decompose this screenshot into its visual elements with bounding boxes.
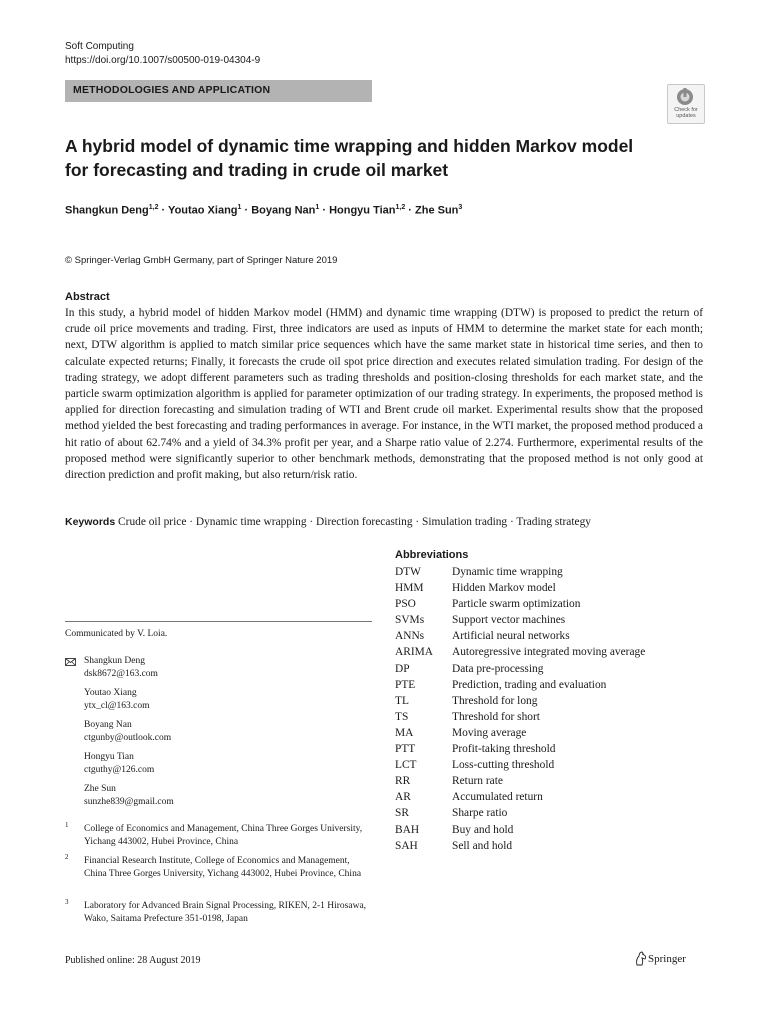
copyright-notice: © Springer-Verlag GmbH Germany, part of Springer Nature 2019: [65, 255, 338, 266]
abbreviation-row: [395, 757, 645, 773]
abbreviation-term: HMM: [395, 582, 424, 595]
contact-email[interactable]: dsk8672@163.com: [84, 669, 158, 679]
paper-title-line: for forecasting and trading in crude oil market: [65, 160, 449, 180]
abbreviation-definition: Data pre-processing: [452, 662, 544, 675]
abbreviation-row: [395, 644, 645, 660]
contact-email[interactable]: ytx_cl@163.com: [84, 701, 150, 711]
journal-name: Soft Computing: [65, 41, 134, 52]
abbreviation-definition: Accumulated return: [452, 791, 543, 804]
author-separator: ·: [405, 204, 416, 217]
affiliation-text: Laboratory for Advanced Brain Signal Processing, RIKEN, 2-1 Hirosawa, Wako, Saitama Prefecture 351-0198, Japan: [84, 901, 367, 924]
abbreviation-term: TL: [395, 694, 409, 707]
abbreviation-definition: Buy and hold: [452, 823, 514, 836]
abbreviation-definition: Autoregressive integrated moving average: [452, 646, 646, 659]
abbreviations-heading: Abbreviations: [395, 549, 469, 561]
author-separator: ·: [319, 204, 330, 217]
abbreviation-term: DP: [395, 662, 410, 675]
abbreviation-term: TS: [395, 710, 409, 723]
contact-name: Zhe Sun: [84, 784, 116, 794]
keywords-text: Crude oil price · Dynamic time wrapping · Direction forecasting · Simulation trading · Trading strategy: [118, 516, 591, 528]
contact-name: Shangkun Deng: [84, 656, 145, 666]
abbreviation-definition: Artificial neural networks: [452, 630, 570, 643]
abbreviation-definition: Hidden Markov model: [452, 582, 556, 595]
abbreviation-definition: Prediction, trading and evaluation: [452, 678, 607, 691]
springer-horse-icon: [634, 951, 647, 966]
publisher-name: Springer: [648, 953, 686, 965]
abbreviation-row: [395, 693, 645, 709]
abbreviation-row: [395, 580, 645, 596]
affiliation-number: 1: [65, 821, 69, 829]
abbreviation-row: [395, 709, 645, 725]
abbreviation-row: [395, 805, 645, 821]
abbreviation-row: [395, 789, 645, 805]
abbreviation-term: MA: [395, 726, 414, 739]
abbreviation-term: ANNs: [395, 630, 425, 643]
abbreviation-term: SAH: [395, 839, 418, 852]
author-affiliation-ref: 1,2: [395, 204, 406, 211]
affiliation-text: Financial Research Institute, College of Economics and Management, China Three Gorges University, Yichang 443002, Hubei Province, China: [84, 856, 362, 879]
check-badge-text: updates: [676, 113, 696, 119]
envelope-icon: [65, 658, 76, 666]
abbreviation-term: SR: [395, 807, 409, 820]
abbreviation-definition: Return rate: [452, 775, 503, 788]
abbreviation-row: [395, 822, 645, 838]
abbreviation-definition: Dynamic time wrapping: [452, 566, 563, 578]
author-name[interactable]: Boyang Nan: [251, 204, 316, 217]
author-affiliation-ref: 1,2: [148, 204, 159, 211]
published-date: Published online: 28 August 2019: [65, 955, 201, 966]
abbreviation-definition: Profit-taking threshold: [452, 743, 556, 756]
abbreviation-definition: Sharpe ratio: [452, 807, 508, 820]
contact-email[interactable]: sunzhe839@gmail.com: [84, 797, 174, 807]
abbreviation-row: [395, 661, 645, 677]
abbreviation-term: LCT: [395, 759, 417, 772]
abstract-text: In this study, a hybrid model of hidden Markov model (HMM) and dynamic time wrapping (DTW) is proposed to predict the return of crude oil price movements and trading. First, three indicators are used as inputs of HMM to determine the market state for each month; next, DTW algorithm is applied to match similar price sequences which have the same market state in historical time series, and then to calculate expected returns; Finally, it forecasts the crude oil spot price direction and executes related simulation trading. For design of the trading strategy, we adopt different parameters such as trading thresholds and position-closing thresholds for each market state, and the particle swarm optimization algorithm is applied for parameter optimization of our trading strategy. In experiments, the proposed method is applied for direction forecasting and simulation trading of WTI and Brent crude oil market. Experimental results show that the proposed method yielded the best forecasting and trading performances in average. For instance, in the WTI market, the proposed method produced a hit ratio of about 62.74% and a yield of 34.3% profit per year, and a Sharpe ratio value of 2.274. Furthermore, experimental results of the proposed method were significantly superior to other benchmark methods, demonstrating that the proposed method is not only good at direction prediction and profit making, but also return/risk ratio.: [65, 307, 703, 482]
abbreviation-definition: Threshold for short: [452, 710, 540, 723]
abbreviation-row: [395, 725, 645, 741]
author-affiliation-ref: 1: [237, 204, 242, 211]
abbreviation-definition: Threshold for long: [452, 694, 538, 707]
abbreviation-row: [395, 773, 645, 789]
author-name[interactable]: Hongyu Tian: [329, 204, 396, 217]
doi-link[interactable]: https://doi.org/10.1007/s00500-019-04304-9: [65, 55, 261, 66]
affiliation-text: College of Economics and Management, China Three Gorges University, Yichang 443002, Hubei Province, China: [84, 824, 363, 847]
keywords-label: Keywords: [65, 516, 116, 528]
contact-email[interactable]: ctguthy@126.com: [84, 765, 155, 775]
abbreviations-table: [395, 564, 645, 854]
paper-title-line: A hybrid model of dynamic time wrapping and hidden Markov model: [65, 136, 634, 156]
abbreviation-term: ARIMA: [395, 646, 433, 659]
author-name[interactable]: Shangkun Deng: [65, 204, 149, 217]
category-label: METHODOLOGIES AND APPLICATION: [73, 84, 271, 96]
abbreviation-row: [395, 741, 645, 757]
abbreviation-row: [395, 564, 645, 580]
author-separator: ·: [241, 204, 252, 217]
contact-name: Boyang Nan: [84, 720, 132, 730]
abstract-heading: Abstract: [65, 291, 110, 303]
footnote-divider: [65, 621, 372, 622]
abbreviation-term: RR: [395, 775, 411, 788]
abbreviation-term: AR: [395, 791, 411, 804]
abbreviation-term: PTT: [395, 743, 416, 756]
affiliation-number: 2: [65, 853, 69, 861]
category-bar: [65, 80, 372, 102]
abbreviation-row: [395, 838, 645, 854]
author-list: [65, 204, 462, 217]
contact-email[interactable]: ctgunby@outlook.com: [84, 733, 172, 743]
abbreviation-definition: Particle swarm optimization: [452, 598, 581, 611]
abbreviation-term: PSO: [395, 598, 416, 611]
check-for-updates-icon: [676, 88, 694, 106]
author-name[interactable]: Youtao Xiang: [168, 204, 238, 217]
contact-name: Youtao Xiang: [84, 688, 137, 698]
communicated-by: Communicated by V. Loia.: [65, 629, 168, 639]
affiliation-number: 3: [65, 898, 69, 906]
abbreviation-definition: Moving average: [452, 726, 527, 739]
author-affiliation-ref: 1: [315, 204, 320, 211]
abbreviation-term: DTW: [395, 566, 421, 578]
abbreviation-term: BAH: [395, 823, 420, 836]
check-badge-text: Check for: [674, 107, 698, 113]
abbreviation-term: SVMs: [395, 614, 425, 627]
abbreviation-definition: Loss-cutting threshold: [452, 759, 555, 772]
check-for-updates-badge[interactable]: [667, 84, 705, 124]
abbreviation-row: [395, 677, 645, 693]
abbreviation-row: [395, 628, 645, 644]
abbreviation-definition: Support vector machines: [452, 614, 566, 627]
author-affiliation-ref: 3: [458, 204, 463, 211]
author-name[interactable]: Zhe Sun: [415, 204, 459, 217]
abbreviation-definition: Sell and hold: [452, 839, 513, 852]
author-separator: ·: [158, 204, 169, 217]
keywords: [65, 516, 591, 528]
abbreviation-row: [395, 612, 645, 628]
contact-name: Hongyu Tian: [84, 752, 134, 762]
abbreviation-row: [395, 596, 645, 612]
abbreviation-term: PTE: [395, 678, 416, 691]
